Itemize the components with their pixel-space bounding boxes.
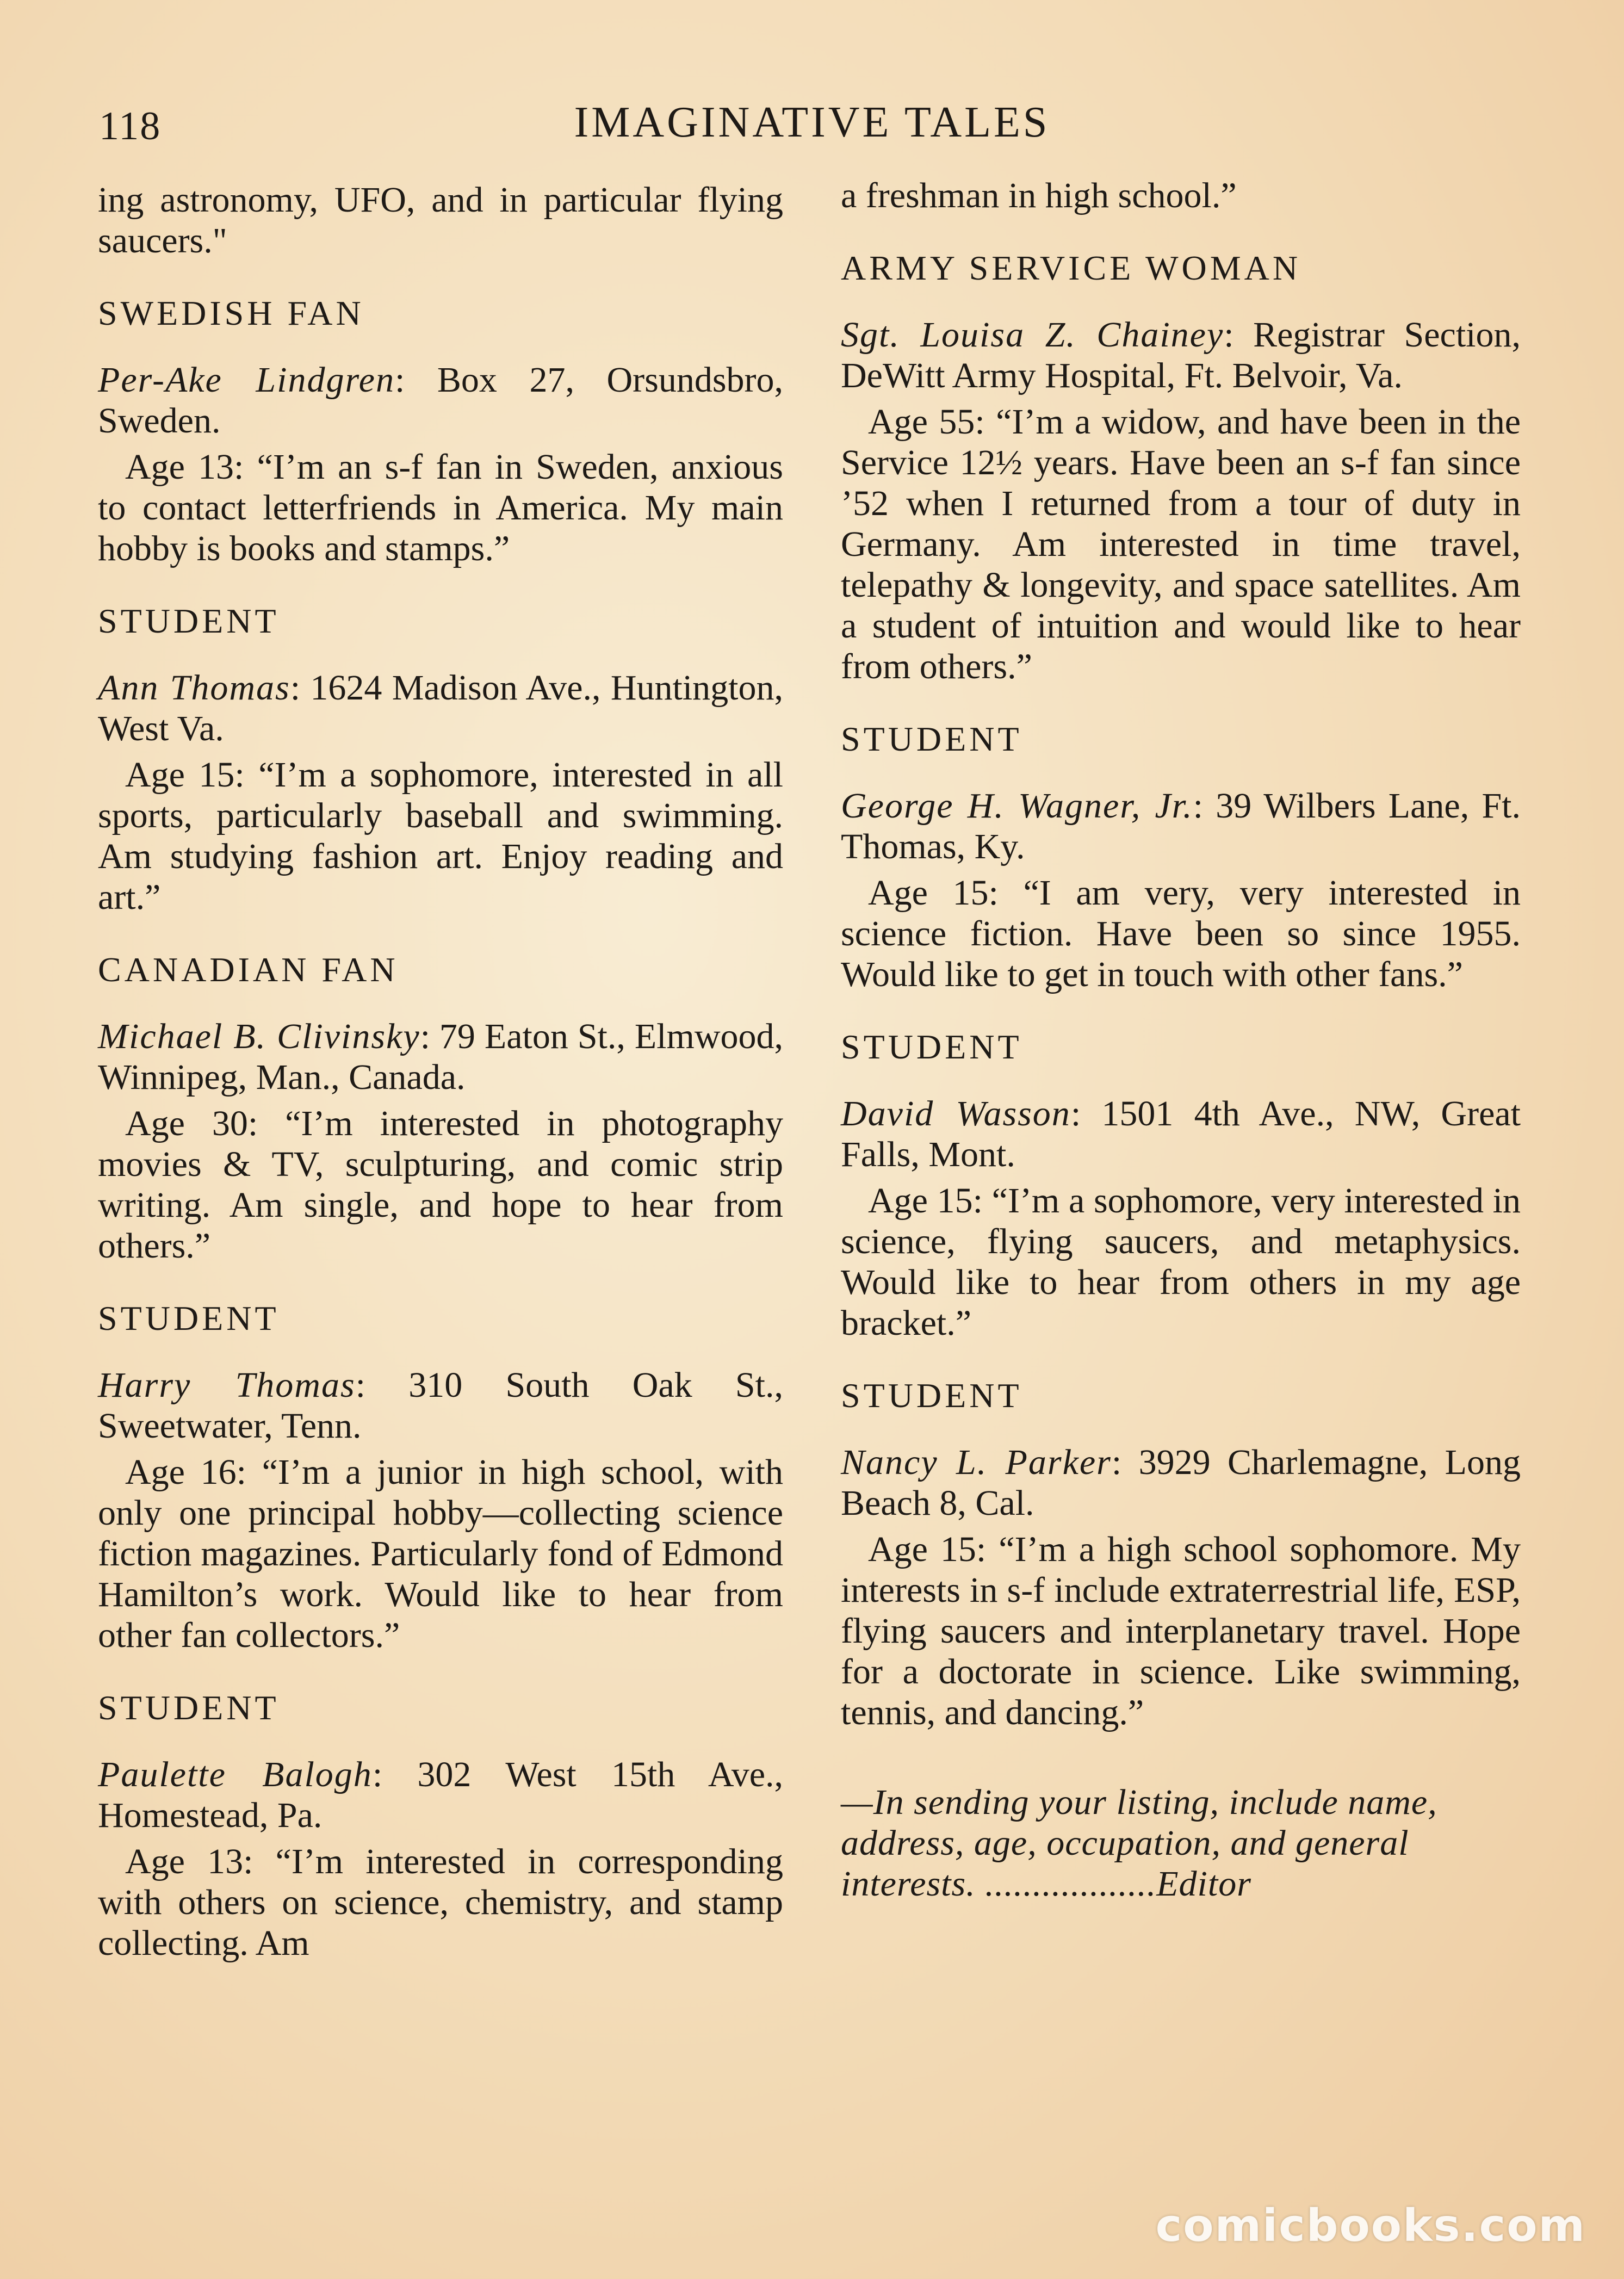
listing-text: Age 55: “I’m a widow, and have been in the Service 12½ years. Have been an s-f fan since ’52 when I returned from a tour of duty in Germany. Am interested in time travel, telepathy & longevity, and space satellites. Am a student of intuition and would like to hear from others.” <box>841 402 1521 686</box>
listing-text: Age 15: “I’m a sophomore, interested in all sports, particularly baseball and swimming. Am studying fashion art. Enjoy reading and art.” <box>98 755 783 917</box>
section-heading: STUDENT <box>98 1299 280 1337</box>
listing-text: Age 15: “I’m a high school sophomore. My interests in s-f include extraterrestrial life, ESP, flying saucers and interplanetary travel. Hope for a doctorate in science. Like swimming, tennis, and dancing.” <box>841 1529 1521 1732</box>
section-heading: STUDENT <box>841 720 1022 758</box>
listing-name: Nancy L. Parker <box>841 1442 1112 1482</box>
continued-text: ing astronomy, UFO, and in particular flying saucers." <box>98 180 783 261</box>
watermark: comicbooks.com <box>1155 2200 1586 2252</box>
listing-entry <box>841 719 1521 995</box>
listing-address: : 1624 Madison Ave., Huntington, West Va. <box>98 668 783 748</box>
listing-text: Age 13: “I’m an s-f fan in Sweden, anxious to contact letterfriends in America. My main hobby is books and stamps.” <box>98 447 783 568</box>
right-column <box>841 175 1521 1940</box>
listing-address: : Box 27, Orsundsbro, Sweden. <box>98 360 783 441</box>
section-heading: STUDENT <box>98 602 280 640</box>
listing-address: : Registrar Section, DeWitt Army Hospital, Ft. Belvoir, Va. <box>841 315 1521 395</box>
listing-text: Age 15: “I’m a sophomore, very interested in science, flying saucers, and metaphysics. Would like to hear from others in my age bracket.” <box>841 1181 1521 1343</box>
listing-address: : 39 Wilbers Lane, Ft. Thomas, Ky. <box>841 786 1521 866</box>
left-column <box>98 179 783 1964</box>
page-number: 118 <box>99 104 162 148</box>
listing-name: Per-Ake Lindgren <box>98 360 395 400</box>
listing-name: Ann Thomas <box>98 668 290 708</box>
running-title: IMAGINATIVE TALES <box>574 98 1050 146</box>
listing-entry <box>841 1375 1521 1733</box>
section-heading: STUDENT <box>98 1688 280 1727</box>
listing-text: Age 30: “I’m interested in photography movies & TV, sculpturing, and comic strip writing. Am single, and hope to hear from others.” <box>98 1104 783 1266</box>
listing-text: Age 16: “I’m a junior in high school, with only one principal hobby—collecting science fiction magazines. Particularly fond of Edmond Hamilton’s work. Would like to hear from other fan collectors.” <box>98 1452 783 1655</box>
section-heading: SWEDISH FAN <box>98 294 364 332</box>
listing-address: : 1501 4th Ave., NW, Great Falls, Mont. <box>841 1094 1521 1174</box>
listing-entry <box>841 1026 1521 1343</box>
editor-note: —In sending your listing, include name, address, age, occupation, and general interests. ..................Editor <box>841 1782 1437 1904</box>
listing-address: : 79 Eaton St., Elmwood, Winnipeg, Man., Canada. <box>98 1017 783 1097</box>
listing-entry <box>98 949 783 1266</box>
listing-name: George H. Wagner, Jr. <box>841 786 1193 826</box>
listing-entry <box>841 247 1521 687</box>
listing-text: Age 15: “I am very, very interested in science fiction. Have been so since 1955. Would like to get in touch with other fans.” <box>841 873 1521 994</box>
listing-entry <box>98 1687 783 1964</box>
listing-name: Harry Thomas <box>98 1365 356 1405</box>
listing-address: : 3929 Charlemagne, Long Beach 8, Cal. <box>841 1442 1521 1523</box>
listing-entry <box>98 293 783 569</box>
section-heading: CANADIAN FAN <box>98 950 399 989</box>
listing-name: Paulette Balogh <box>98 1755 373 1794</box>
section-heading: STUDENT <box>841 1027 1022 1066</box>
listing-entry <box>98 600 783 918</box>
listing-name: Sgt. Louisa Z. Chainey <box>841 315 1224 355</box>
listing-name: David Wasson <box>841 1094 1071 1134</box>
section-heading: ARMY SERVICE WOMAN <box>841 249 1301 287</box>
listing-entry <box>98 1298 783 1656</box>
section-heading: STUDENT <box>841 1376 1022 1415</box>
continued-text: a freshman in high school.” <box>841 176 1237 215</box>
listing-address: : 302 West 15th Ave., Homestead, Pa. <box>98 1755 783 1835</box>
listing-text: Age 13: “I’m interested in corresponding with others on science, chemistry, and stamp collecting. Am <box>98 1842 783 1963</box>
listing-address: : 310 South Oak St., Sweetwater, Tenn. <box>98 1365 783 1446</box>
listing-name: Michael B. Clivinsky <box>98 1017 420 1056</box>
